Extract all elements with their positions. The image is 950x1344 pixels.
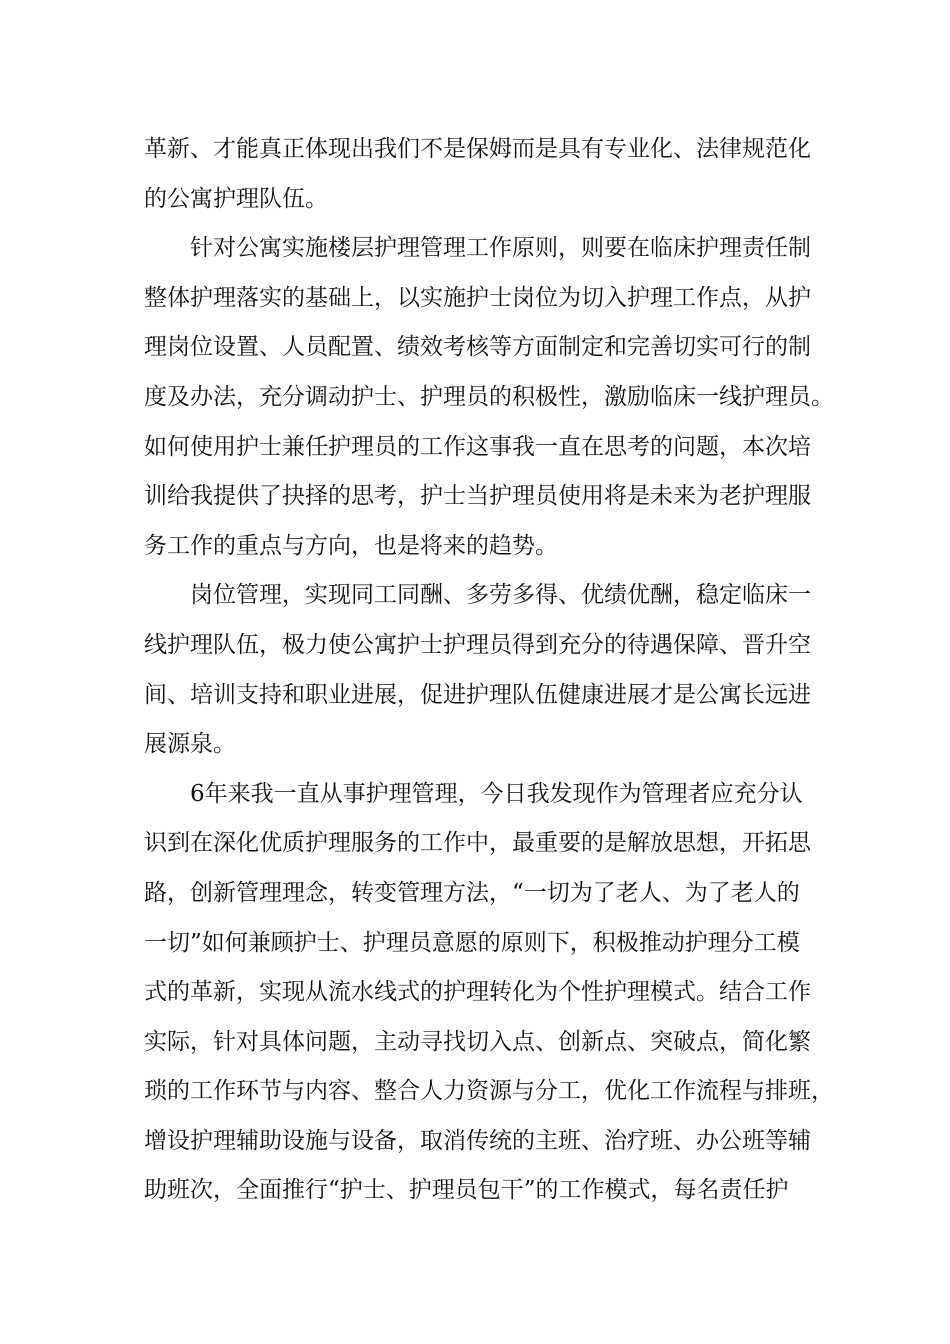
text-line: 路，创新管理理念，转变管理方法，“一切为了老人、为了老人的 [144,879,800,906]
text-line: 理岗位设置、人员配置、绩效考核等方面制定和完善切实可行的制 [144,334,811,361]
text-line: 的公寓护理队伍。 [144,185,328,212]
text-line: 识到在深化优质护理服务的工作中，最重要的是解放思想，开拓思 [144,830,811,857]
text-line: 增设护理辅助设施与设备，取消传统的主班、治疗班、办公班等辅 [144,1127,811,1154]
text-line: 展源泉。 [144,731,236,758]
text-line: 务工作的重点与方向，也是将来的趋势。 [144,532,558,559]
text-line: 岗位管理，实现同工同酬、多劳多得、优绩优酬，稳定临床一 [190,582,811,609]
text-line: 训给我提供了抉择的思考，护士当护理员使用将是未来为老护理服 [144,483,811,510]
text-line: 6年来我一直从事护理管理，今日我发现作为管理者应充分认 [190,780,803,807]
body-text [144,125,844,1216]
text-line: 针对公寓实施楼层护理管理工作原则，则要在临床护理责任制 [190,235,811,262]
text-line: 度及办法，充分调动护士、护理员的积极性，激励临床一线护理员。 [144,383,834,410]
text-line: 实际，针对具体问题，主动寻找切入点、创新点、突破点，简化繁 [144,1028,811,1055]
text-line: 如何使用护士兼任护理员的工作这事我一直在思考的问题，本次培 [144,433,811,460]
text-line: 助班次，全面推行“护士、护理员包干”的工作模式，每名责任护 [144,1177,789,1204]
text-line: 式的革新，实现从流水线式的护理转化为个性护理模式。结合工作 [144,979,811,1006]
text-line: 一切”如何兼顾护士、护理员意愿的原则下，积极推动护理分工模 [144,929,800,956]
text-line: 整体护理落实的基础上，以实施护士岗位为切入护理工作点，从护 [144,284,811,311]
text-line: 革新、才能真正体现出我们不是保姆而是具有专业化、法律规范化 [144,136,811,162]
text-line: 琐的工作环节与内容、整合人力资源与分工，优化工作流程与排班， [144,1078,834,1105]
text-line: 线护理队伍，极力使公寓护士护理员得到充分的待遇保障、晋升空 [144,631,811,658]
text-line: 间、培训支持和职业进展，促进护理队伍健康进展才是公寓长远进 [144,681,811,708]
